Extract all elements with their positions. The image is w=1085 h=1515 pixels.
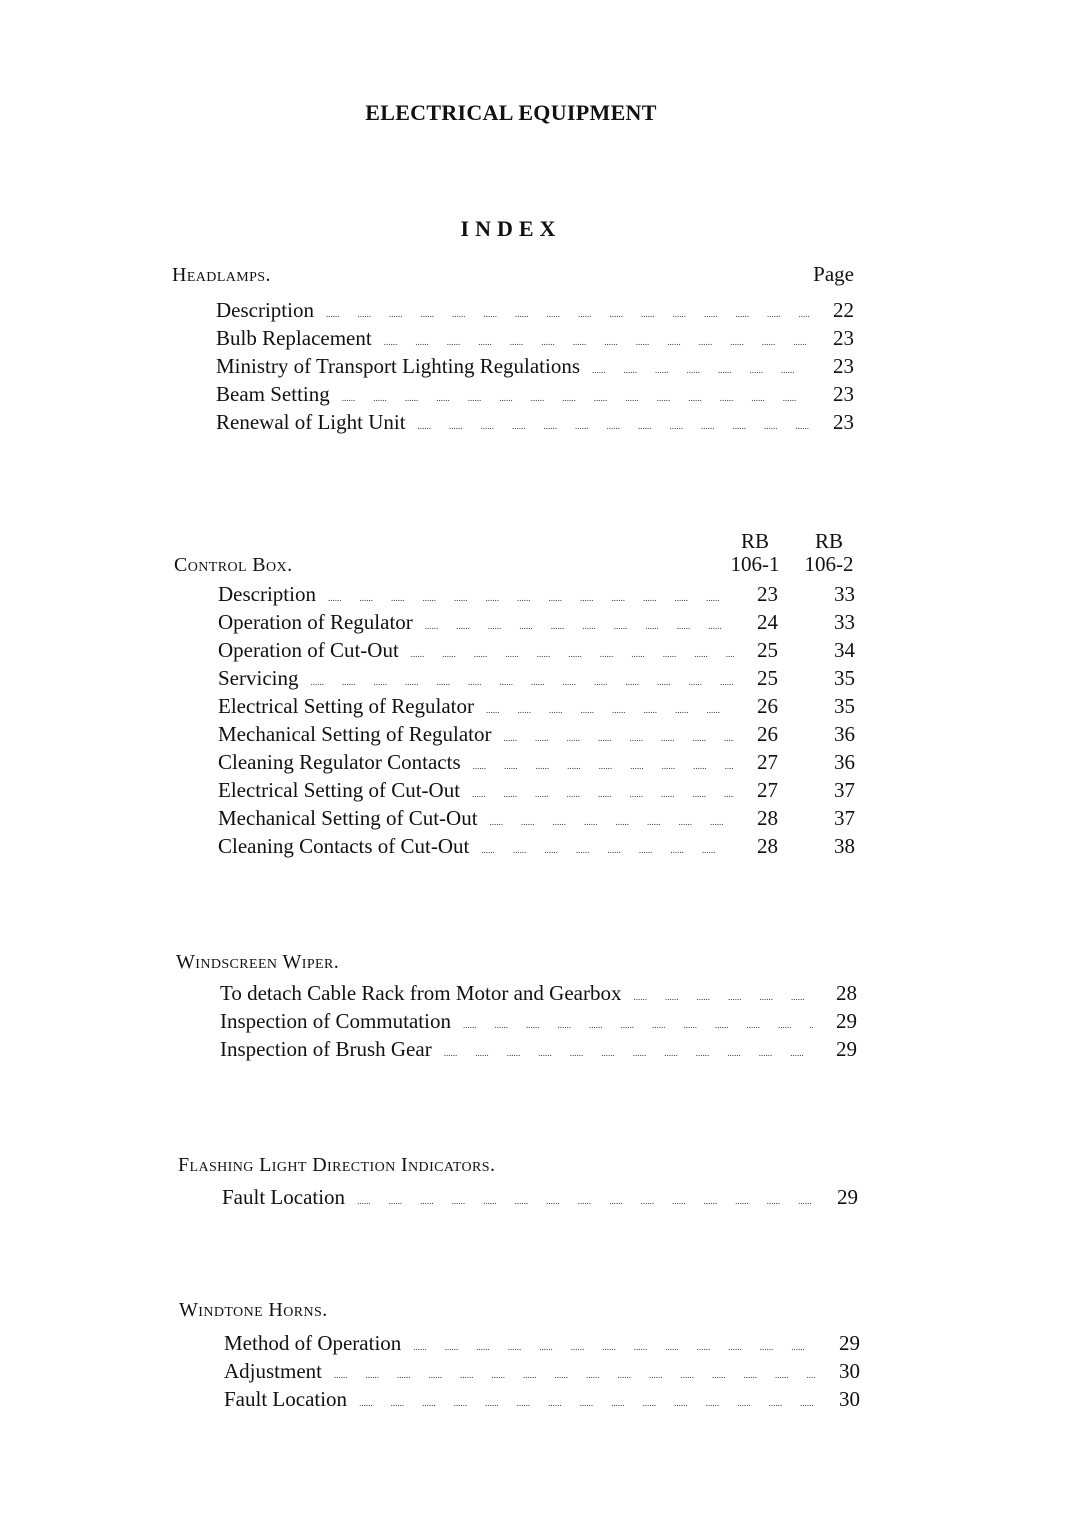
- flashing-indicators-list: [222, 1183, 858, 1211]
- entry-label: Fault Location: [222, 1185, 346, 1209]
- entry-label: Beam Setting: [216, 382, 330, 406]
- index-title: INDEX: [460, 216, 562, 241]
- page-number-rb-106-2: 33: [834, 582, 855, 606]
- page-number-rb-106-2: 37: [834, 806, 855, 830]
- entry-label: Mechanical Setting of Cut-Out: [218, 806, 478, 830]
- page-number: 30: [839, 1359, 860, 1383]
- page-number-rb-106-1: 28: [757, 806, 778, 830]
- entry-label: Inspection of Commutation: [220, 1009, 451, 1033]
- entry-label: Renewal of Light Unit: [216, 410, 406, 434]
- dot-leader: [357, 1179, 814, 1215]
- page-number: 22: [833, 298, 854, 322]
- entry-label: To detach Cable Rack from Motor and Gearbox: [220, 981, 622, 1005]
- entry-label: Ministry of Transport Lighting Regulations: [216, 354, 581, 378]
- page-number-rb-106-1: 26: [757, 694, 778, 718]
- rb-106-1-column-header: [720, 530, 790, 576]
- column-header-label: RB: [814, 529, 843, 553]
- entry-label: Cleaning Regulator Contacts: [218, 750, 461, 774]
- page-number-rb-106-2: 35: [834, 694, 855, 718]
- page-number-rb-106-1: 26: [757, 722, 778, 746]
- list-item: [224, 1385, 860, 1413]
- page-number-rb-106-1: 23: [757, 582, 778, 606]
- page-number-rb-106-2: 34: [834, 638, 855, 662]
- entry-label: Method of Operation: [224, 1331, 402, 1355]
- dot-leader: [359, 1381, 816, 1417]
- page-number-rb-106-1: 28: [757, 834, 778, 858]
- page-number: 23: [833, 410, 854, 434]
- windscreen-wiper-heading: Windscreen Wiper.: [176, 951, 340, 973]
- page-number-rb-106-1: 27: [757, 750, 778, 774]
- list-item: [218, 832, 855, 860]
- page-number-rb-106-2: 36: [834, 750, 855, 774]
- entry-label: Servicing: [218, 666, 299, 690]
- control-box-list: [218, 580, 855, 860]
- page-number-rb-106-1: 25: [757, 666, 778, 690]
- page-column-label: Page: [813, 262, 854, 286]
- column-header-label: RB: [740, 529, 769, 553]
- page-number: 29: [836, 1009, 857, 1033]
- flashing-indicators-heading: Flashing Light Direction Indicators.: [178, 1154, 496, 1176]
- page-number-rb-106-1: 27: [757, 778, 778, 802]
- entry-label: Adjustment: [224, 1359, 322, 1383]
- page-number-rb-106-2: 35: [834, 666, 855, 690]
- page-number: 23: [833, 382, 854, 406]
- page-number-rb-106-2: 37: [834, 778, 855, 802]
- headlamps-heading: Headlamps.: [172, 264, 271, 286]
- entry-label: Description: [216, 298, 314, 322]
- windscreen-wiper-list: [220, 979, 857, 1063]
- rb-106-2-column-header: [794, 530, 864, 576]
- page-number-rb-106-1: 24: [757, 610, 778, 634]
- page-number: 23: [833, 326, 854, 350]
- column-header-sub: 106-1: [730, 552, 780, 576]
- entry-label: Description: [218, 582, 316, 606]
- entry-label: Bulb Replacement: [216, 326, 372, 350]
- entry-label: Electrical Setting of Regulator: [218, 694, 474, 718]
- page-number: 28: [836, 981, 857, 1005]
- list-item: [222, 1183, 858, 1211]
- list-item: [216, 408, 854, 436]
- page-number: 30: [839, 1387, 860, 1411]
- page-number-rb-106-1: 25: [757, 638, 778, 662]
- windtone-horns-heading: Windtone Horns.: [179, 1299, 328, 1321]
- entry-label: Fault Location: [224, 1387, 348, 1411]
- page-number: 29: [837, 1185, 858, 1209]
- windtone-horns-list: [224, 1329, 860, 1413]
- list-item: [220, 1035, 857, 1063]
- entry-label: Operation of Cut-Out: [218, 638, 399, 662]
- headlamps-list: [216, 296, 854, 436]
- entry-label: Inspection of Brush Gear: [220, 1037, 432, 1061]
- document-title: ELECTRICAL EQUIPMENT: [365, 100, 657, 125]
- entry-label: Cleaning Contacts of Cut-Out: [218, 834, 470, 858]
- dot-leader: [418, 404, 810, 440]
- page-number: 23: [833, 354, 854, 378]
- dot-leader: [444, 1031, 813, 1067]
- column-header-sub: 106-2: [804, 552, 854, 576]
- page-number: 29: [839, 1331, 860, 1355]
- entry-label: Electrical Setting of Cut-Out: [218, 778, 461, 802]
- page-number-rb-106-2: 36: [834, 722, 855, 746]
- entry-label: Operation of Regulator: [218, 610, 413, 634]
- page-number-rb-106-2: 38: [834, 834, 855, 858]
- entry-label: Mechanical Setting of Regulator: [218, 722, 492, 746]
- page-number: 29: [836, 1037, 857, 1061]
- control-box-heading: Control Box.: [174, 554, 293, 576]
- page-number-rb-106-2: 33: [834, 610, 855, 634]
- dot-leader: [481, 828, 734, 864]
